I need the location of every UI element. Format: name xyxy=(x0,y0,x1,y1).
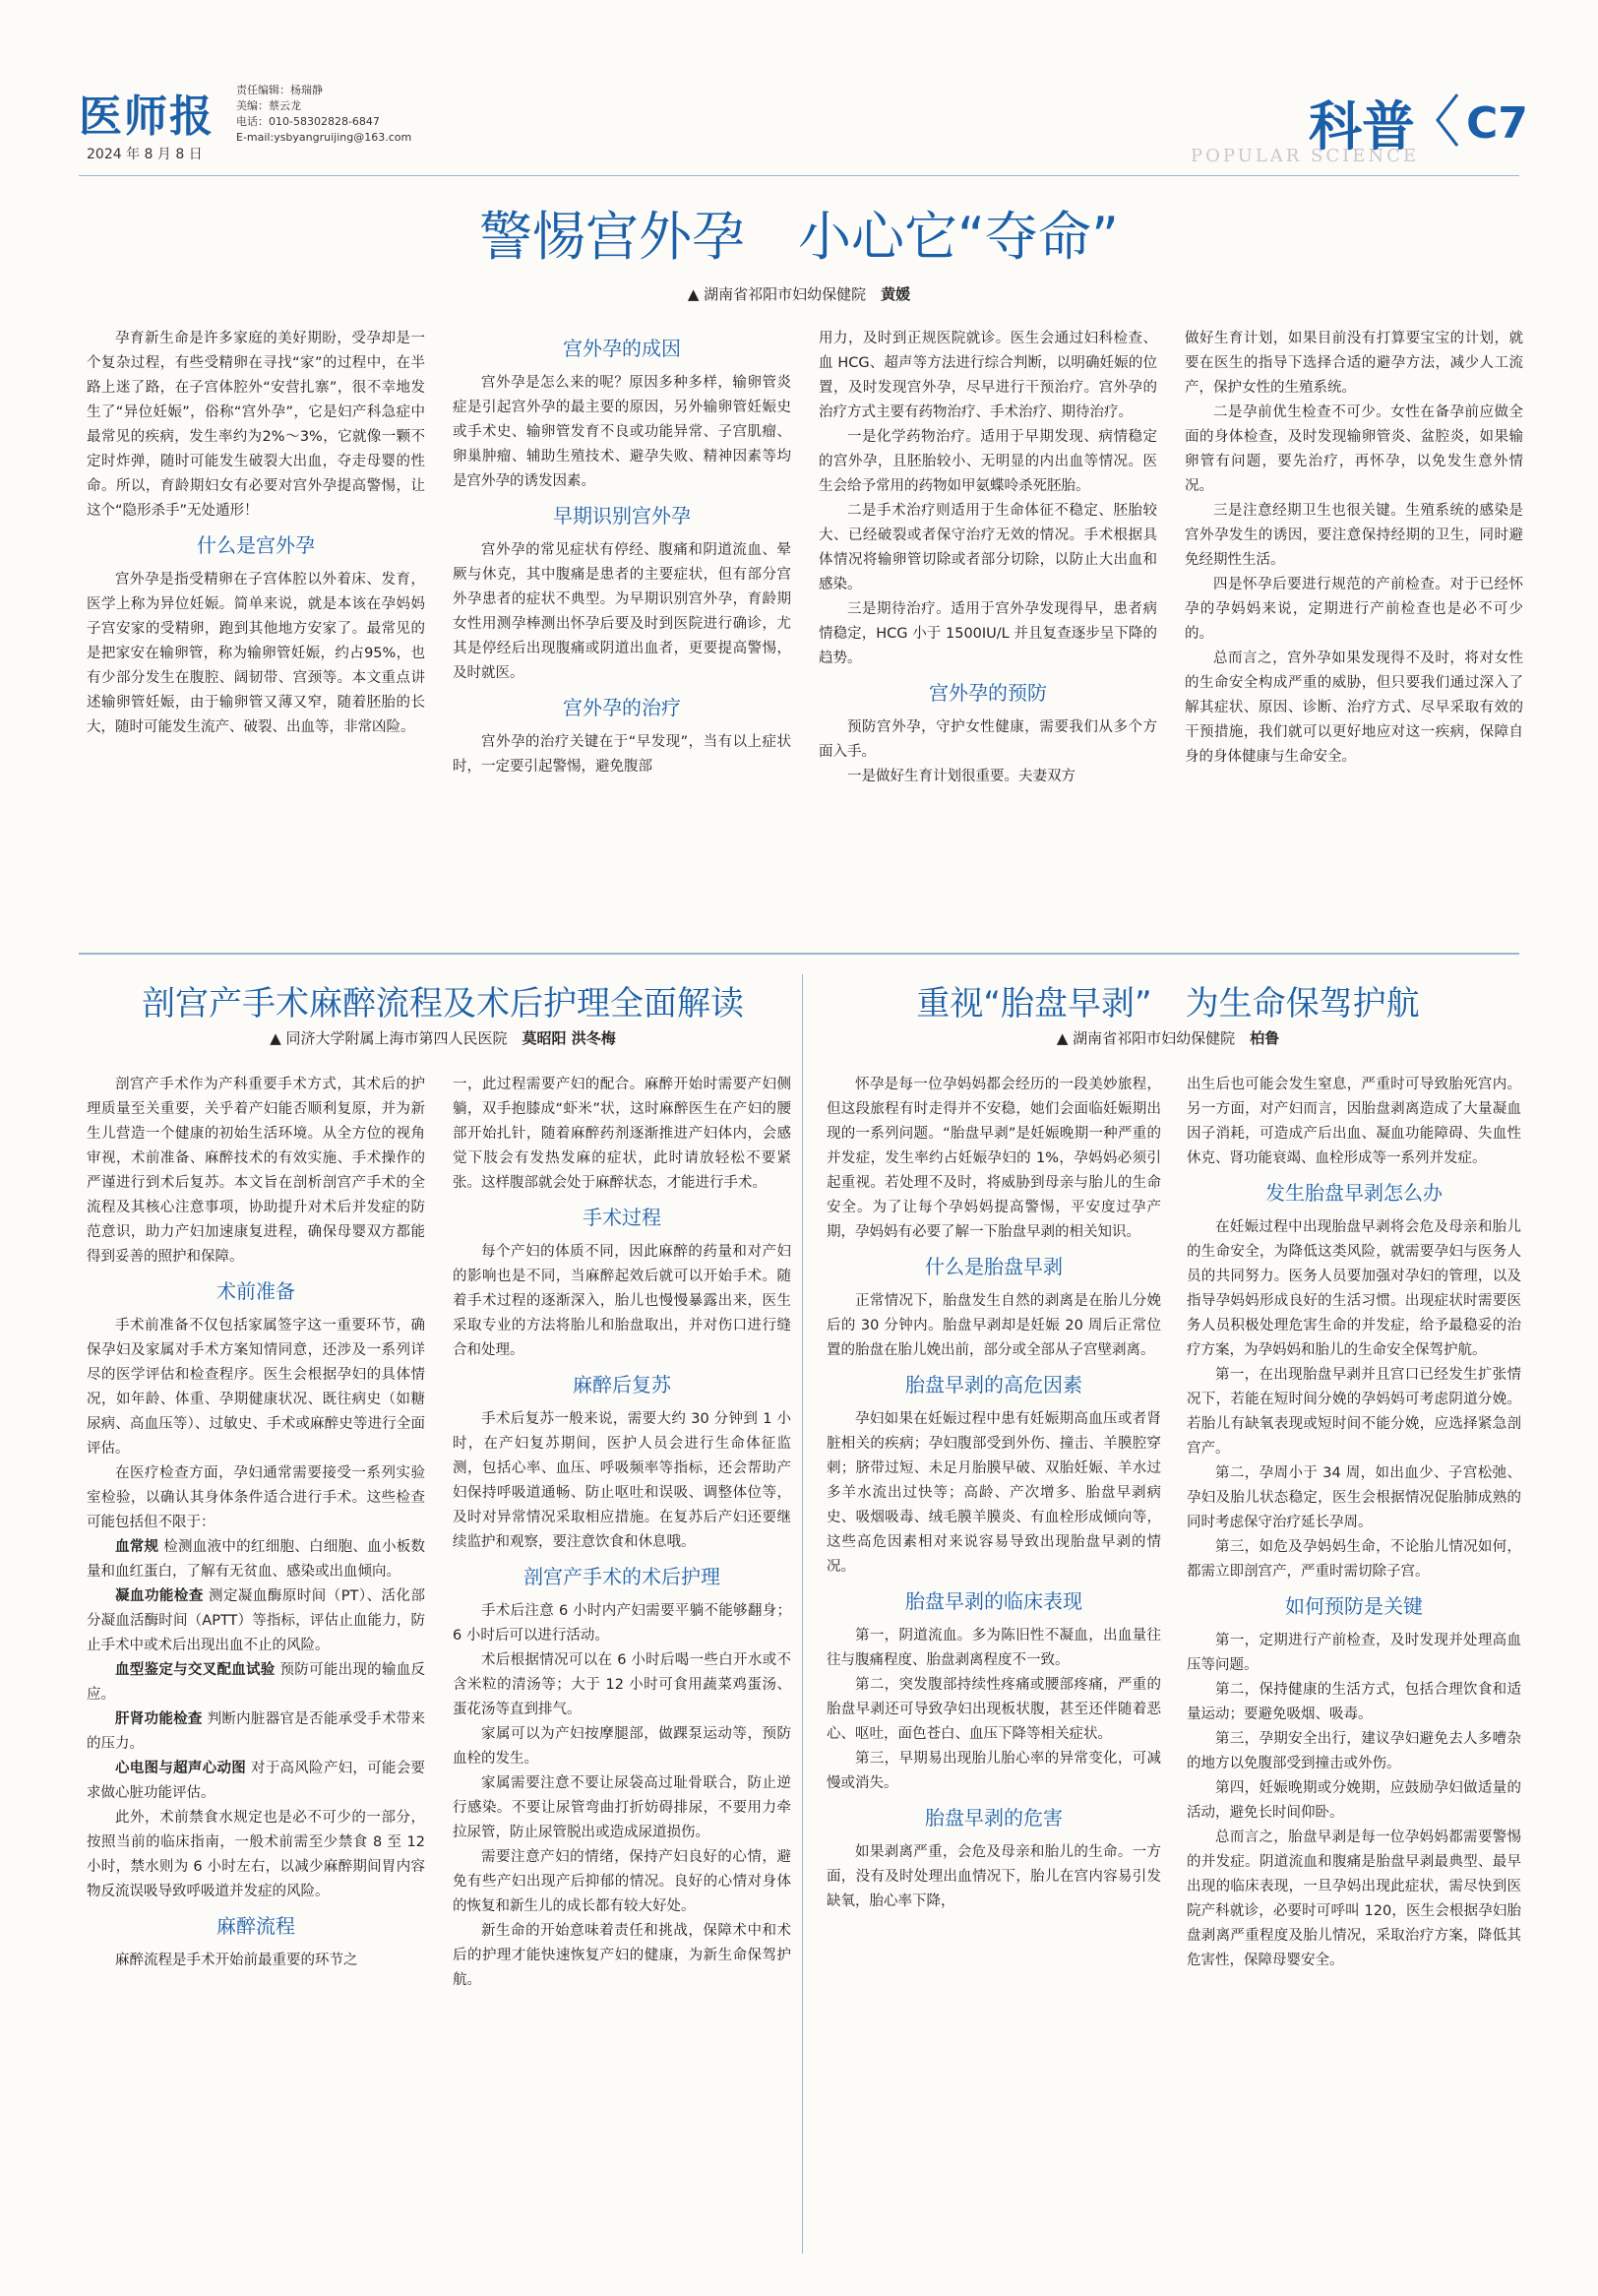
paragraph: 一，此过程需要产妇的配合。麻醉开始时需要产妇侧躺，双手抱膝成“虾米”状，这时麻醉医生在产妇的腰部开始扎针，随着麻醉药剂逐渐推进产妇体内，会感觉下肢会有发热发麻的症状，此时请放轻松不要紧张。这样腹部就会处于麻醉状态，才能进行手术。 xyxy=(453,1077,791,1191)
paragraph: 二是手术治疗则适用于生命体征不稳定、胚胎较大、已经破裂或者保守治疗无效的情况。手术根据具体情况将输卵管切除或者部分切除，以防止大出血和感染。 xyxy=(819,503,1157,592)
paragraph: 第二，突发腹部持续性疼痛或腰部疼痛，严重的胎盘早剥还可导致孕妇出现板状腹，甚至还伴随着恶心、呕吐，面色苍白、血压下降等相关症状。 xyxy=(827,1677,1161,1742)
byline-org: ▲ 同济大学附属上海市第四人民医院 xyxy=(270,1029,508,1047)
byline-author: 黄媛 xyxy=(881,285,911,303)
paragraph: 预防宫外孕，守护女性健康，需要我们从多个方面入手。 xyxy=(819,719,1157,760)
subheading: 早期识别宫外孕 xyxy=(553,504,691,527)
paragraph: 第二，孕周小于 34 周，如出血少、子宫松弛、孕妇及胎儿状态稳定，医生会根据情况促胎肺成熟的同时考虑保守治疗延长孕周。 xyxy=(1187,1465,1521,1530)
byline-author: 柏鲁 xyxy=(1250,1029,1280,1047)
paragraph-lead: 心电图与超声心动图 xyxy=(115,1761,247,1776)
issue-date: 2024 年 8 月 8 日 xyxy=(87,147,203,162)
subheading: 剖宫产手术的术后护理 xyxy=(523,1565,720,1588)
article3-column-1 xyxy=(827,1073,1161,1914)
credit-phone: 电话：010-58302828-6847 xyxy=(236,115,380,128)
subheading: 麻醉流程 xyxy=(216,1914,295,1938)
article2-title: 剖宫产手术麻醉流程及术后护理全面解读 xyxy=(142,984,744,1024)
subheading: 宫外孕的治疗 xyxy=(563,696,681,719)
paragraph: 第一，定期进行产前检查，及时发现并处理高血压等问题。 xyxy=(1187,1633,1521,1673)
paragraph: 宫外孕是怎么来的呢？原因多种多样，输卵管炎症是引起宫外孕的最主要的原因，另外输卵管妊娠史或手术史、输卵管发育不良或功能异常、子宫肌瘤、卵巢肿瘤、辅助生殖技术、避孕失败、精神因素等均是宫外孕的诱发因素。 xyxy=(453,375,791,489)
paragraph: 孕妇如果在妊娠过程中患有妊娠期高血压或者肾脏相关的疾病；孕妇腹部受到外伤、撞击、羊膜腔穿刺；脐带过短、未足月胎膜早破、双胎妊娠、羊水过多羊水流出过快等；高龄、产次增多、胎盘早剥病史、吸烟吸毒、绒毛膜羊膜炎、有血栓形成倾向等，这些高危因素相对来说容易导致出现胎盘早剥的情况。 xyxy=(827,1411,1161,1575)
paragraph: 第三，孕期安全出行，建议孕妇避免去人多嘈杂的地方以免腹部受到撞击或外伤。 xyxy=(1187,1731,1521,1771)
paragraph: 麻醉流程是手术开始前最重要的环节之 xyxy=(115,1953,358,1968)
paragraph: 在妊娠过程中出现胎盘早剥将会危及母亲和胎儿的生命安全，为降低这类风险，就需要孕妇与医务人员的共同努力。医务人员要加强对孕妇的管理，以及指导孕妈妈形成良好的生活习惯。出现症状时需要医务人员积极处理危害生命的并发症，给予最稳妥的治疗方案，为孕妈妈和胎儿的生命安全保驾护航。 xyxy=(1187,1219,1521,1358)
byline-author: 莫昭阳 洪冬梅 xyxy=(522,1029,616,1047)
subheading: 如何预防是关键 xyxy=(1285,1594,1423,1618)
paragraph: 家属需要注意不要让尿袋高过耻骨联合，防止逆行感染。不要让尿管弯曲打折妨碍排尿，不要用力牵拉尿管，防止尿管脱出或造成尿道损伤。 xyxy=(453,1775,791,1840)
paragraph: 术后根据情况可以在 6 小时后喝一些白开水或不含米粒的清汤等；大于 12 小时可食用蔬菜鸡蛋汤、蛋花汤等直到排气。 xyxy=(453,1652,791,1717)
subheading: 胎盘早剥的危害 xyxy=(925,1806,1063,1830)
subheading: 术前准备 xyxy=(216,1279,295,1303)
paragraph: 新生命的开始意味着责任和挑战，保障术中和术后的护理才能快速恢复产妇的健康，为新生命保驾护航。 xyxy=(453,1923,791,1988)
byline-org: ▲ 湖南省祁阳市妇幼保健院 xyxy=(1056,1029,1236,1047)
editor-credits xyxy=(236,83,411,146)
paragraph xyxy=(87,1757,425,1806)
paragraph: 每个产妇的体质不同，因此麻醉的药量和对产妇的影响也是不同，当麻醉起效后就可以开始手术。随着手术过程的逐渐深入，胎儿也慢慢暴露出来，医生采取专业的方法将胎儿和胎盘取出，并对伤口进行缝合和处理。 xyxy=(453,1244,791,1358)
paragraph xyxy=(87,1584,425,1658)
article1-column-1 xyxy=(87,327,425,740)
credit-editor: 责任编辑：杨瑞静 xyxy=(236,84,323,96)
paragraph: 用力，及时到正规医院就诊。医生会通过妇科检查、血 HCG、超声等方法进行综合判断，以明确妊娠的位置，及时发现宫外孕，尽早进行干预治疗。宫外孕的治疗方式主要有药物治疗、手术治疗、期待治疗。 xyxy=(819,331,1157,420)
paragraph: 第三，早期易出现胎儿胎心率的异常变化，可减慢或消失。 xyxy=(827,1751,1161,1791)
newspaper-logo: 医师报 xyxy=(79,92,215,142)
paragraph: 手术后复苏一般来说，需要大约 30 分钟到 1 小时，在产妇复苏期间，医护人员会进行生命体征监测，包括心率、血压、呼吸频率等指标，还会帮助产妇保持呼吸道通畅、防止呕吐和误吸、调整体位等，及时对异常情况采取相应措施。在复苏后产妇还要继续监护和观察，要注意饮食和休息哦。 xyxy=(453,1411,791,1550)
subheading: 胎盘早剥的临床表现 xyxy=(905,1589,1082,1613)
paragraph: 一是做好生育计划很重要。夫妻双方 xyxy=(847,769,1076,784)
paragraph: 宫外孕的常见症状有停经、腹痛和阴道流血、晕厥与休克，其中腹痛是患者的主要症状，但有部分宫外孕患者的症状不典型。为早期识别宫外孕，育龄期女性用测孕棒测出怀孕后要及时到医院进行确诊，尤其是停经后出现腹痛或阴道出血者，更要提高警惕，及时就医。 xyxy=(453,542,791,681)
article2-column-1 xyxy=(87,1073,425,1973)
paragraph: 宫外孕是指受精卵在子宫体腔以外着床、发育，医学上称为异位妊娠。简单来说，就是本该在孕妈妈子宫安家的受精卵，跑到其他地方安家了。最常见的是把家安在输卵管，称为输卵管妊娠，约占95%，也有少部分发生在腹腔、阔韧带、宫颈等。本文重点讲述输卵管妊娠，由于输卵管又薄又窄，随着胚胎的长大，随时可能发生流产、破裂、出血等，非常凶险。 xyxy=(87,572,425,735)
vertical-rule xyxy=(802,974,803,2254)
credit-designer: 美编：蔡云龙 xyxy=(236,99,301,112)
paragraph-lead: 血常规 xyxy=(115,1539,159,1555)
paragraph: 宫外孕的治疗关键在于“早发现”，当有以上症状时，一定要引起警惕，避免腹部 xyxy=(453,734,791,775)
paragraph: 孕育新生命是许多家庭的美好期盼，受孕却是一个复杂过程，有些受精卵在寻找“家”的过程中，在半路上迷了路，在子宫体腔外“安营扎寨”，很不幸地发生了“异位妊娠”，俗称“宫外孕”，它是妇产科急症中最常见的疾病，发生率约为2%～3%，它就像一颗不定时炸弹，随时可能发生破裂大出血，夺走母婴的性命。所以，育龄期妇女有必要对宫外孕提高警惕，让这个“隐形杀手”无处遁形！ xyxy=(87,331,425,519)
paragraph: 怀孕是每一位孕妈妈都会经历的一段美妙旅程，但这段旅程有时走得并不安稳，她们会面临妊娠期出现的一系列问题。“胎盘早剥”是妊娠晚期一种严重的并发症，发生率约占妊娠孕妇的 1%，孕妈妈必须引起重视。若处理不及时，将威胁到母亲与胎儿的生命安全。为了让每个孕妈妈提高警惕，平安度过孕产期，孕妈妈有必要了解一下胎盘早剥的相关知识。 xyxy=(827,1077,1161,1240)
article1-column-2 xyxy=(453,327,791,779)
paragraph: 二是孕前优生检查不可少。女性在备孕前应做全面的身体检查，及时发现输卵管炎、盆腔炎，如果输卵管有问题，要先治疗，再怀孕，以免发生意外情况。 xyxy=(1185,404,1523,494)
subheading: 宫外孕的预防 xyxy=(929,681,1047,705)
chevron-left-icon xyxy=(1432,91,1461,150)
paragraph: 做好生育计划，如果目前没有打算要宝宝的计划，就要在医生的指导下选择合适的避孕方法，减少人工流产，保护女性的生殖系统。 xyxy=(1185,331,1523,396)
credit-email: E-mail:ysbyangruijing@163.com xyxy=(236,131,412,144)
article3-column-2 xyxy=(1187,1073,1521,1973)
paragraph: 在医疗检查方面，孕妇通常需要接受一系列实验室检验，以确认其身体条件适合进行手术。这些检查可能包括但不限于： xyxy=(87,1465,425,1530)
paragraph: 三是注意经期卫生也很关键。生殖系统的感染是宫外孕发生的诱因，要注意保持经期的卫生，同时避免经期性生活。 xyxy=(1185,503,1523,568)
paragraph: 如果剥离严重，会危及母亲和胎儿的生命。一方面，没有及时处理出血情况下，胎儿在宫内容易引发缺氧，胎心率下降， xyxy=(827,1844,1161,1909)
paragraph: 一是化学药物治疗。适用于早期发现、病情稳定的宫外孕，且胚胎较小、无明显的内出血等情况。医生会给予常用的药物如甲氨蝶呤杀死胚胎。 xyxy=(819,429,1157,494)
paragraph xyxy=(87,1535,425,1584)
paragraph: 手术后注意 6 小时内产妇需要平躺不能够翻身；6 小时后可以进行活动。 xyxy=(453,1603,791,1644)
paragraph: 家属可以为产妇按摩腿部，做踝泵运动等，预防血栓的发生。 xyxy=(453,1726,791,1767)
section-rule xyxy=(79,953,1519,955)
section-title: 科普 xyxy=(1309,95,1415,157)
paragraph: 此外，术前禁食水规定也是必不可少的一部分，按照当前的临床指南，一般术前需至少禁食 8 至 12 小时，禁水则为 6 小时左右，以减少麻醉期间胃内容物反流误吸导致呼吸道并发症的风险。 xyxy=(87,1810,425,1899)
paragraph: 第二，保持健康的生活方式，包括合理饮食和适量运动；要避免吸烟、吸毒。 xyxy=(1187,1682,1521,1722)
paragraph: 手术前准备不仅包括家属签字这一重要环节，确保孕妇及家属对手术方案知情同意，还涉及一系列详尽的医学评估和检查程序。医生会根据孕妇的具体情况，如年龄、体重、孕期健康状况、既往病史（如糖尿病、高血压等）、过敏史、手术或麻醉史等进行全面评估。 xyxy=(87,1318,425,1457)
paragraph xyxy=(87,1707,425,1757)
page-number: C7 xyxy=(1466,98,1528,149)
paragraph: 总而言之，宫外孕如果发现得不及时，将对女性的生命安全构成严重的威胁，但只要我们通过深入了解其症状、原因、诊断、治疗方式、尽早采取有效的干预措施，我们就可以更好地应对这一疾病，保障自身的身体健康与生命安全。 xyxy=(1185,651,1523,765)
paragraph-text: 对于高风险产妇，可能会要求做心脏功能评估。 xyxy=(87,1761,426,1801)
header-rule xyxy=(79,175,1519,176)
paragraph: 正常情况下，胎盘发生自然的剥离是在胎儿分娩后的 30 分钟内。胎盘早剥却是妊娠 20 周后正常位置的胎盘在胎儿娩出前，部分或全部从子宫壁剥离。 xyxy=(827,1293,1161,1358)
subheading: 宫外孕的成因 xyxy=(563,337,681,360)
subheading: 麻醉后复苏 xyxy=(573,1373,671,1396)
article1-column-4 xyxy=(1185,327,1523,770)
paragraph xyxy=(87,1658,425,1707)
section-english: POPULAR SCIENCE xyxy=(1191,146,1420,166)
paragraph-text: 判断内脏器官是否能承受手术带来的压力。 xyxy=(87,1711,426,1752)
paragraph-text: 测定凝血酶原时间（PT）、活化部分凝血活酶时间（APTT）等指标，评估止血能力，防止手术中或术后出现出血不止的风险。 xyxy=(87,1588,425,1653)
paragraph: 第一，在出现胎盘早剥并且宫口已经发生扩张情况下，若能在短时间分娩的孕妈妈可考虑阴道分娩。若胎儿有缺氧表现或短时间不能分娩，应选择紧急剖宫产。 xyxy=(1187,1367,1521,1457)
article3-title: 重视“胎盘早剥” 为生命保驾护航 xyxy=(916,984,1420,1024)
article1-column-3 xyxy=(819,327,1157,789)
article1-byline xyxy=(79,283,1519,304)
paragraph: 剖宫产手术作为产科重要手术方式，其术后的护理质量至关重要，关乎着产妇能否顺利复原，并为新生儿营造一个健康的初始生活环境。从全方位的视角审视，术前准备、麻醉技术的有效实施、手术操作的严谨进行到术后复苏。本文旨在剖析剖宫产手术的全流程及其核心注意事项，协助提升对术后并发症的防范意识，助力产妇加速康复进程，确保母婴双方都能得到妥善的照护和保障。 xyxy=(87,1077,425,1265)
article2-column-2 xyxy=(453,1073,791,1993)
paragraph: 总而言之，胎盘早剥是每一位孕妈妈都需要警惕的并发症。阴道流血和腹痛是胎盘早剥最典型、最早出现的临床表现，一旦孕妈出现此症状，需尽快到医院产科就诊，必要时可呼叫 120，医生会根据孕妇胎盘剥离严重程度及胎儿情况，采取治疗方案，降低其危害性，保障母婴安全。 xyxy=(1187,1830,1521,1968)
paragraph-lead: 肝肾功能检查 xyxy=(115,1711,203,1727)
article2-byline xyxy=(79,1027,807,1048)
subheading: 手术过程 xyxy=(583,1206,661,1229)
paragraph: 需要注意产妇的情绪，保持产妇良好的心情，避免有些产妇出现产后抑郁的情况。良好的心情对身体的恢复和新生儿的成长都有较大好处。 xyxy=(453,1849,791,1914)
paragraph-text: 预防可能出现的输血反应。 xyxy=(87,1662,426,1703)
subheading: 什么是宫外孕 xyxy=(197,533,315,557)
paragraph-lead: 血型鉴定与交叉配血试验 xyxy=(115,1662,276,1678)
paragraph: 出生后也可能会发生窒息，严重时可导致胎死宫内。另一方面，对产妇而言，因胎盘剥离造成了大量凝血因子消耗，可造成产后出血、凝血功能障碍、失血性休克、肾功能衰竭、血栓形成等一系列并发症。 xyxy=(1187,1077,1521,1166)
byline-org: ▲ 湖南省祁阳市妇幼保健院 xyxy=(687,285,867,303)
subheading: 什么是胎盘早剥 xyxy=(925,1255,1063,1278)
paragraph: 第三，如危及孕妈妈生命，不论胎儿情况如何，都需立即剖宫产，严重时需切除子宫。 xyxy=(1187,1539,1521,1580)
paragraph: 三是期待治疗。适用于宫外孕发现得早，患者病情稳定，HCG 小于 1500IU/L 并且复查逐步呈下降的趋势。 xyxy=(819,601,1157,666)
paragraph-text: 检测血液中的红细胞、白细胞、血小板数量和血红蛋白，了解有无贫血、感染或出血倾向。 xyxy=(87,1539,426,1580)
paragraph: 四是怀孕后要进行规范的产前检查。对于已经怀孕的孕妈妈来说，定期进行产前检查也是必不可少的。 xyxy=(1185,577,1523,642)
article3-byline xyxy=(817,1027,1519,1048)
paragraph: 第一，阴道流血。多为陈旧性不凝血，出血量往往与腹痛程度、胎盘剥离程度不一致。 xyxy=(827,1628,1161,1668)
paragraph-lead: 凝血功能检查 xyxy=(115,1588,204,1604)
paragraph: 第四，妊娠晚期或分娩期，应鼓励孕妇做适量的活动，避免长时间仰卧。 xyxy=(1187,1780,1521,1821)
article1-title: 警惕宫外孕 小心它“夺命” xyxy=(479,206,1119,268)
subheading: 发生胎盘早剥怎么办 xyxy=(1265,1181,1443,1205)
subheading: 胎盘早剥的高危因素 xyxy=(905,1373,1082,1396)
